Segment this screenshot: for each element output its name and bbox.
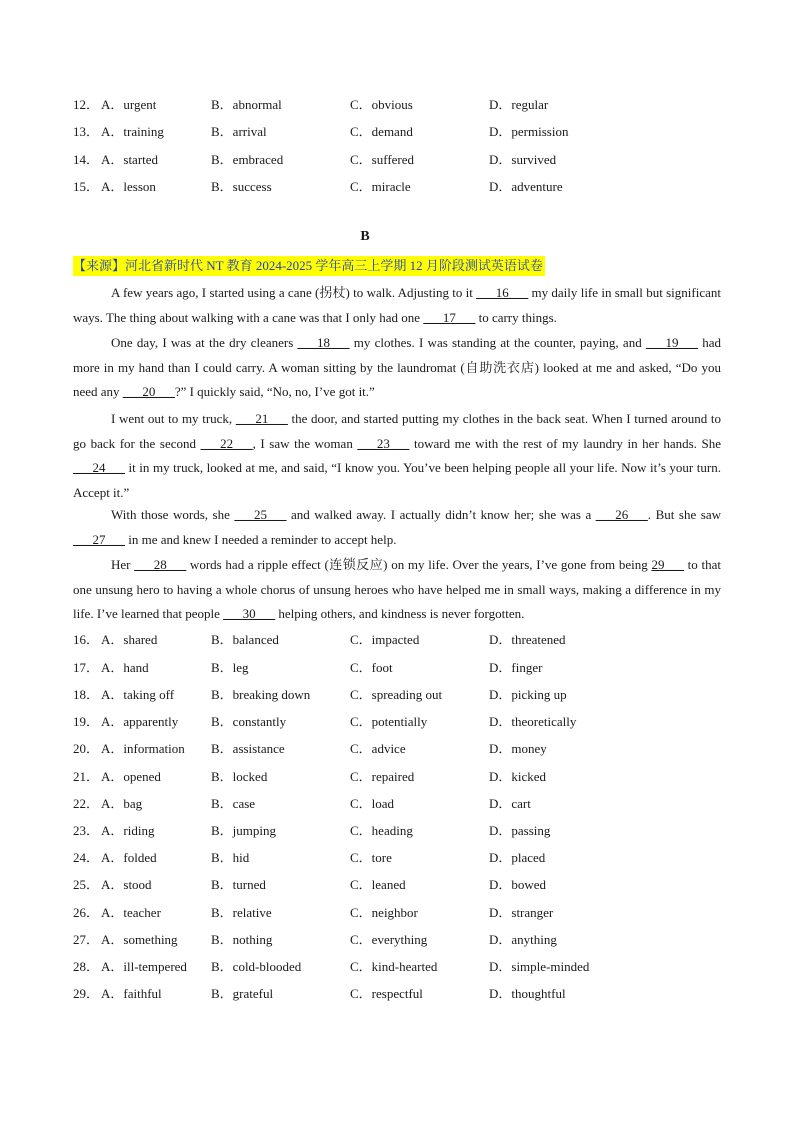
option-d: D．picking up <box>489 687 567 702</box>
option-row-19 <box>73 712 773 732</box>
blank-26: ___26___ <box>595 507 648 522</box>
question-number: 24． <box>73 850 100 865</box>
passage-paragraph-2 <box>73 331 721 405</box>
passage-text: my daily life in small but significant ways. The thing about walking with a cane was that I only had one <box>73 285 721 325</box>
blank-22: ___22___ <box>200 435 253 451</box>
option-b: B．success <box>211 179 272 194</box>
option-row-16 <box>73 630 773 650</box>
option-c: C．heading <box>350 823 413 838</box>
passage-text: I went out to my truck, <box>111 411 236 426</box>
option-d: D．cart <box>489 796 531 811</box>
option-c: C．leaned <box>350 877 406 892</box>
option-a: A．apparently <box>101 714 179 729</box>
option-row-25 <box>73 875 773 895</box>
option-row-23 <box>73 821 773 841</box>
option-b: B．grateful <box>211 986 274 1001</box>
question-number: 21． <box>73 769 100 784</box>
option-b: B．constantly <box>211 714 287 729</box>
option-d: D．anything <box>489 932 557 947</box>
option-b: B．assistance <box>211 741 285 756</box>
option-a: A．faithful <box>101 986 162 1001</box>
option-a: A．riding <box>101 823 155 838</box>
option-a: A．shared <box>101 632 158 647</box>
option-c: C．load <box>350 796 395 811</box>
passage-text: words had a ripple effect (连锁反应) on my life. Over the years, I’ve gone from being <box>186 557 652 572</box>
option-a: A．opened <box>101 769 161 784</box>
option-row-27 <box>73 930 773 950</box>
passage-text: to that one unsung hero to having a whole chorus of unsung heroes who have helped me in small ways, making a difference in my life. I’ve learned that people <box>73 557 721 621</box>
option-row-29 <box>73 984 773 1004</box>
option-b: B．breaking down <box>211 687 311 702</box>
blank-23: ___23___ <box>357 435 410 451</box>
option-b: B．abnormal <box>211 97 282 112</box>
option-b: B．embraced <box>211 152 284 167</box>
option-row-14 <box>73 150 773 170</box>
option-d: D．bowed <box>489 877 547 892</box>
option-row-18 <box>73 685 773 705</box>
question-number: 16． <box>73 632 100 647</box>
passage-text: to carry things. <box>475 309 557 325</box>
option-d: D．regular <box>489 97 549 112</box>
option-c: C．tore <box>350 850 392 865</box>
option-row-24 <box>73 848 773 868</box>
passage-text: helping others, and kindness is never forgotten. <box>275 606 525 621</box>
option-a: A．training <box>101 124 164 139</box>
passage-paragraph-3 <box>73 407 721 505</box>
option-d: D．theoretically <box>489 714 577 729</box>
option-c: C．potentially <box>350 714 428 729</box>
passage-text: had more in my hand than I could carry. A woman sitting by the laundromat (自助洗衣店) looked at me and asked, “Do you need any <box>73 335 721 399</box>
option-a: A．taking off <box>101 687 175 702</box>
blank-24: ___24___ <box>73 460 125 475</box>
question-number: 27． <box>73 932 100 947</box>
passage-text: With those words, she <box>111 507 235 522</box>
option-a: A．something <box>101 932 178 947</box>
option-b: B．arrival <box>211 124 267 139</box>
option-row-17 <box>73 658 773 678</box>
option-row-22 <box>73 794 773 814</box>
question-number: 22． <box>73 796 100 811</box>
passage-paragraph-5 <box>73 553 721 627</box>
question-number: 23． <box>73 823 100 838</box>
option-a: A．teacher <box>101 905 161 920</box>
option-b: B．case <box>211 796 256 811</box>
question-number: 18． <box>73 687 100 702</box>
blank-27: ___27___ <box>73 531 125 547</box>
option-b: B．leg <box>211 660 249 675</box>
option-c: C．foot <box>350 660 393 675</box>
option-c: C．demand <box>350 124 413 139</box>
passage-text: One day, I was at the dry cleaners <box>111 335 298 350</box>
question-number: 15． <box>73 179 100 194</box>
option-a: A．started <box>101 152 159 167</box>
blank-20: ___20___ <box>122 384 175 399</box>
question-number: 13． <box>73 124 100 139</box>
option-a: A．lesson <box>101 179 156 194</box>
option-row-26 <box>73 903 773 923</box>
question-number: 26． <box>73 905 100 920</box>
question-number: 28． <box>73 959 100 974</box>
passage-text: and walked away. I actually didn’t know her; she was a <box>286 507 596 522</box>
option-d: D．survived <box>489 152 557 167</box>
option-a: A．stood <box>101 877 152 892</box>
passage-text: it in my truck, looked at me, and said, “I know you. You’ve been helping people all your life. Now it’s your turn. Accept it.” <box>73 460 721 500</box>
passage-text: my clothes. I was standing at the counter, paying, and <box>349 335 646 350</box>
option-row-12 <box>73 95 773 115</box>
option-b: B．nothing <box>211 932 273 947</box>
blank-30: ___30___ <box>223 606 276 621</box>
option-b: B．relative <box>211 905 272 920</box>
option-d: D．kicked <box>489 769 547 784</box>
option-row-21 <box>73 767 773 787</box>
passage-text: in me and knew I needed a reminder to accept help. <box>125 531 397 547</box>
option-row-20 <box>73 739 773 759</box>
blank-18: ___18___ <box>297 335 350 350</box>
question-number: 20． <box>73 741 100 756</box>
question-number: 14． <box>73 152 100 167</box>
blank-21: ___21___ <box>235 411 288 426</box>
option-d: D．placed <box>489 850 546 865</box>
option-a: A．urgent <box>101 97 157 112</box>
blank-28: ___28___ <box>134 557 187 572</box>
blank-25: ___25___ <box>234 507 287 522</box>
option-row-13 <box>73 122 773 142</box>
blank-16: ___16___ <box>476 285 529 300</box>
option-d: D．stranger <box>489 905 554 920</box>
option-b: B．cold-blooded <box>211 959 302 974</box>
option-d: D．money <box>489 741 547 756</box>
option-b: B．locked <box>211 769 268 784</box>
question-number: 25． <box>73 877 100 892</box>
option-c: C．kind-hearted <box>350 959 438 974</box>
option-c: C．advice <box>350 741 406 756</box>
question-number: 19． <box>73 714 100 729</box>
option-b: B．turned <box>211 877 266 892</box>
option-row-28 <box>73 957 773 977</box>
option-a: A．hand <box>101 660 149 675</box>
question-number: 17． <box>73 660 100 675</box>
option-d: D．passing <box>489 823 551 838</box>
blank-29: 29___ <box>651 557 684 572</box>
option-c: C．spreading out <box>350 687 443 702</box>
option-c: C．obvious <box>350 97 413 112</box>
option-d: D．threatened <box>489 632 566 647</box>
option-d: D．adventure <box>489 179 563 194</box>
passage-paragraph-1 <box>73 281 721 330</box>
passage-text: toward me with the rest of my laundry in her hands. She <box>409 435 722 451</box>
passage-text: , I saw the woman <box>252 435 358 451</box>
passage-text: A few years ago, I started using a cane (拐杖) to walk. Adjusting to it <box>111 285 477 300</box>
option-b: B．hid <box>211 850 250 865</box>
option-b: B．balanced <box>211 632 279 647</box>
option-c: C．respectful <box>350 986 423 1001</box>
question-number: 29． <box>73 986 100 1001</box>
option-a: A．ill-tempered <box>101 959 187 974</box>
option-c: C．everything <box>350 932 428 947</box>
option-c: C．neighbor <box>350 905 418 920</box>
option-row-15 <box>73 177 773 197</box>
option-c: C．repaired <box>350 769 415 784</box>
blank-19: ___19___ <box>645 335 698 350</box>
option-c: C．miracle <box>350 179 411 194</box>
passage-text: Her <box>111 557 135 572</box>
option-a: A．folded <box>101 850 157 865</box>
blank-17: ___17___ <box>423 309 476 325</box>
passage-text: ?” I quickly said, “No, no, I’ve got it.” <box>174 384 375 399</box>
option-a: A．information <box>101 741 185 756</box>
passage-text: . But she saw <box>647 507 721 522</box>
option-d: D．permission <box>489 124 569 139</box>
option-b: B．jumping <box>211 823 277 838</box>
option-c: C．suffered <box>350 152 415 167</box>
option-d: D．thoughtful <box>489 986 566 1001</box>
section-title: B <box>360 229 370 244</box>
option-c: C．impacted <box>350 632 420 647</box>
question-number: 12． <box>73 97 100 112</box>
option-d: D．finger <box>489 660 543 675</box>
option-d: D．simple-minded <box>489 959 590 974</box>
option-a: A．bag <box>101 796 143 811</box>
passage-paragraph-4 <box>73 503 721 552</box>
source-line: 【来源】河北省新时代 NT 教育 2024-2025 学年高三上学期 12 月阶段测试英语试卷 <box>73 256 545 276</box>
passage-text: the door, and started putting my clothes in the back seat. When I turned around to go back for the second <box>73 411 721 451</box>
